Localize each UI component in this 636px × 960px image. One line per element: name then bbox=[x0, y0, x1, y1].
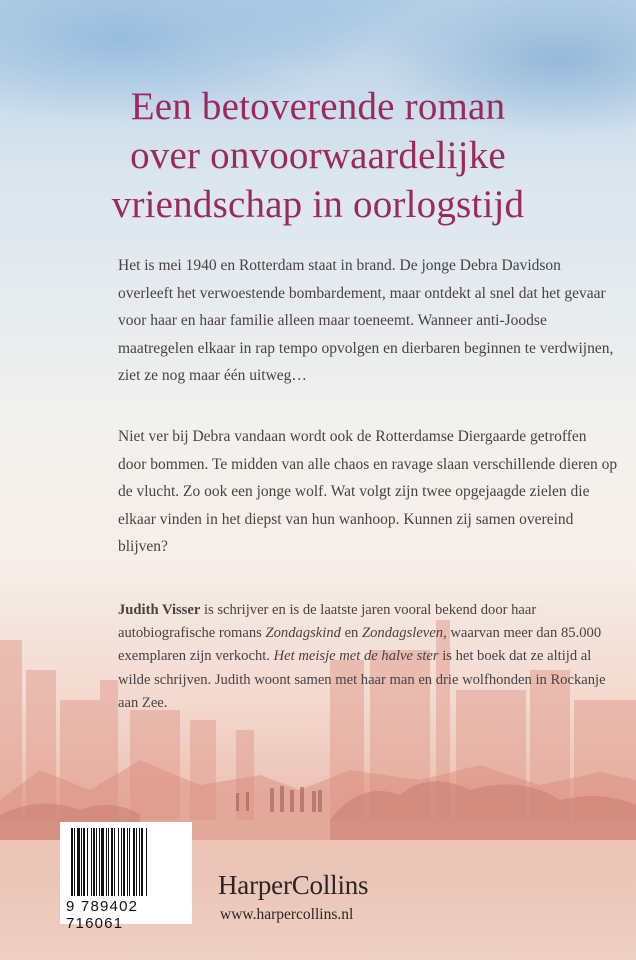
isbn-number: 9 789402 716061 bbox=[66, 898, 139, 932]
barcode-stripe bbox=[146, 828, 147, 896]
barcode-stripe bbox=[129, 828, 130, 896]
barcode-stripe bbox=[74, 828, 75, 896]
barcode-stripe bbox=[114, 828, 115, 896]
barcode-stripe bbox=[106, 828, 107, 896]
barcode-stripe bbox=[121, 828, 122, 896]
barcode-stripe bbox=[108, 828, 109, 896]
bio-text-d: is het boek dat ze altijd al wilde schrijven. Judith woont samen met haar man en drie wolfhonden in Rockanje aan Zee. bbox=[118, 648, 606, 711]
barcode-stripe bbox=[111, 828, 113, 896]
barcode-stripe bbox=[71, 828, 73, 896]
barcode-stripe bbox=[141, 828, 143, 896]
barcode-stripe bbox=[96, 828, 97, 896]
blurb-paragraph-1: Het is mei 1940 en Rotterdam staat in brand. De jonge Debra Davidson overleeft het verwoestende bombardement, maar ontdekt al snel dat het gevaar voor haar en haar familie alleen maar toeneemt. Wanneer anti-Joodse maatregelen elkaar in rap tempo opvolgen en dierbaren beginnen te verdwijnen, ziet ze nog maar één uitweg… bbox=[118, 257, 614, 384]
barcode-stripe bbox=[81, 828, 82, 896]
author-bio bbox=[118, 599, 618, 715]
barcode-stripe bbox=[101, 828, 104, 896]
author-name: Judith Visser bbox=[118, 602, 201, 618]
blurb-paragraph-2: Niet ver bij Debra vandaan wordt ook de Rotterdamse Diergaarde getroffen door bommen. Te midden van alle chaos en ravage slaan verschillende dieren op de vlucht. Zo ook een jonge wolf. Wat volgt zijn twee opgejaagde zielen die elkaar vinden in het diepst van hun wanhoop. Kunnen zij samen overeind blijven? bbox=[118, 428, 618, 555]
headline-line-1: Een betoverende roman bbox=[130, 85, 506, 128]
headline-line-3: vriendschap in oorlogstijd bbox=[111, 183, 525, 226]
barcode-stripe bbox=[83, 828, 85, 896]
publisher-url: www.harpercollins.nl bbox=[220, 906, 354, 923]
headline-line-2: over onvoorwaardelijke bbox=[130, 134, 506, 177]
barcode-stripe bbox=[123, 828, 125, 896]
publisher-logo: HarperCollins bbox=[218, 870, 369, 900]
barcode-stripe bbox=[77, 828, 80, 896]
barcode-stripe bbox=[136, 828, 137, 896]
barcode-stripe bbox=[127, 828, 128, 896]
isbn-barcode bbox=[60, 822, 192, 932]
book-title-zondagsleven: Zondagsleven bbox=[362, 625, 444, 642]
barcode-stripe bbox=[93, 828, 95, 896]
bio-text-c: , waarvan meer dan 85.000 exemplaren zijn verkocht. bbox=[118, 625, 602, 665]
barcode-stripe bbox=[139, 828, 140, 896]
headline bbox=[40, 82, 596, 229]
barcode-stripe bbox=[118, 828, 119, 896]
bio-text-b: en bbox=[340, 625, 362, 642]
bio-text-a: is schrijver en is de laatste jaren vooral bekend door haar autobiografische romans bbox=[118, 602, 537, 642]
barcode-bars bbox=[71, 828, 181, 896]
book-title-het-meisje: Het meisje met de halve ster bbox=[273, 648, 439, 665]
barcode-stripe bbox=[99, 828, 100, 896]
barcode-stripe bbox=[87, 828, 88, 896]
barcode-stripe bbox=[133, 828, 135, 896]
barcode-stripe bbox=[91, 828, 92, 896]
book-title-zondagskind: Zondagskind bbox=[265, 625, 341, 642]
